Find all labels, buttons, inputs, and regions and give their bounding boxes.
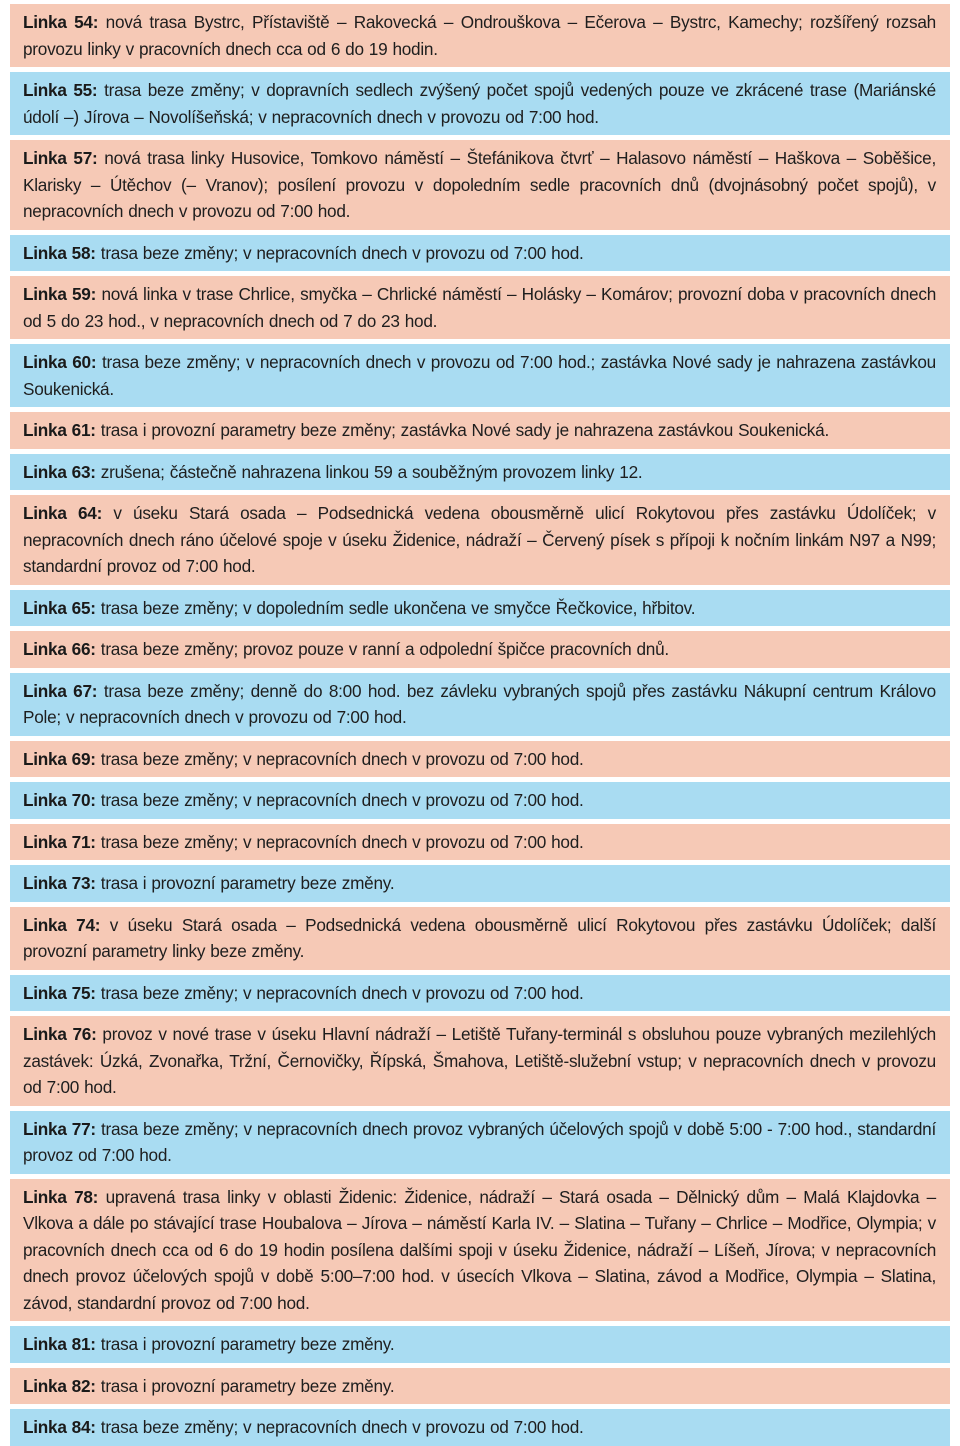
line-number-label: Linka 82: [23,1375,96,1396]
line-change-entry [10,140,950,230]
line-change-description: zrušena; částečně nahrazena linkou 59 a souběžným provozem linky 12. [95,461,643,482]
line-change-entry [10,235,950,272]
line-number-label: Linka 66: [23,639,96,659]
line-number-label: Linka 57: [23,148,98,168]
line-change-description: trasa i provozní parametry beze změny; zastávka Nové sady je nahrazena zastávkou Soukenická. [95,420,829,440]
line-change-description: nová trasa linky Husovice, Tomkovo náměstí – Štefánikova čtvrť – Halasovo náměstí – Haškova – Soběšice, Klarisky – Útěchov (– Vranov); posílení provozu v dopoledním sedle pracovních dnů (dvojnásobný počet spojů), v nepracovních dnech v provozu od 7:00 hod. [23,148,936,221]
line-number-label: Linka 58: [23,242,96,263]
line-number-label: Linka 81: [23,1334,96,1354]
line-number-label: Linka 63: [23,461,96,482]
line-change-entry [10,454,950,491]
line-change-entry [10,412,950,449]
line-number-label: Linka 75: [23,982,96,1003]
line-number-label: Linka 59: [23,284,97,304]
line-change-description: trasa beze změny; denně do 8:00 hod. bez závleku vybraných spojů přes zastávku Nákupní centrum Královo Pole; v nepracovních dnech v provozu od 7:00 hod. [23,680,936,727]
line-change-description: nová trasa Bystrc, Přístaviště – Rakovecká – Ondrouškova – Ečerova – Bystrc, Kamechy; rozšířený rozsah provozu linky v pracovních dnech cca od 6 do 19 hodin. [23,12,936,59]
line-number-label: Linka 60: [23,352,97,372]
line-change-description: trasa beze změny; v nepracovních dnech v provozu od 7:00 hod. [95,1417,584,1437]
line-change-description: trasa beze změny; v nepracovních dnech v provozu od 7:00 hod. [95,748,584,769]
line-change-description: trasa beze změny; provoz pouze v ranní a odpolední špičce pracovních dnů. [95,639,669,659]
line-number-label: Linka 64: [23,503,103,523]
line-change-entry [10,495,950,585]
line-change-entry [10,673,950,736]
line-number-label: Linka 55: [23,80,98,100]
line-number-label: Linka 74: [23,914,101,935]
line-change-description: trasa beze změny; v nepracovních dnech v provozu od 7:00 hod. [95,790,584,810]
line-change-description: trasa i provozní parametry beze změny. [95,873,395,893]
line-change-list [10,4,950,1446]
line-change-entry [10,741,950,778]
line-number-label: Linka 65: [23,597,96,618]
line-change-entry [10,1409,950,1446]
line-change-entry [10,344,950,407]
line-change-entry [10,1111,950,1174]
line-change-entry [10,1326,950,1363]
line-number-label: Linka 71: [23,831,96,852]
line-change-description: trasa beze změny; v dopravních sedlech zvýšený počet spojů vedených pouze ve zkrácené trase (Mariánské údolí –) Jírova – Novolíšeňská; v nepracovních dnech v provozu od 7:00 hod. [23,80,936,127]
line-change-entry [10,1368,950,1405]
line-change-description: trasa i provozní parametry beze změny. [95,1334,395,1354]
line-change-entry [10,590,950,627]
line-change-entry [10,631,950,668]
line-change-entry [10,276,950,339]
line-change-entry [10,824,950,861]
line-change-description: trasa i provozní parametry beze změny. [95,1375,395,1396]
line-change-description: nová linka v trase Chrlice, smyčka – Chrlické náměstí – Holásky – Komárov; provozní doba v pracovních dnech od 5 do 23 hod., v nepracovních dnech od 7 do 23 hod. [23,284,936,331]
line-number-label: Linka 69: [23,748,96,769]
line-change-entry [10,865,950,902]
line-change-description: trasa beze změny; v nepracovních dnech v provozu od 7:00 hod.; zastávka Nové sady je nahrazena zastávkou Soukenická. [23,352,936,399]
line-number-label: Linka 78: [23,1186,99,1207]
line-change-description: trasa beze změny; v nepracovních dnech v provozu od 7:00 hod. [95,242,584,263]
line-change-entry [10,1179,950,1322]
line-change-description: trasa beze změny; v nepracovních dnech v provozu od 7:00 hod. [95,831,584,852]
line-number-label: Linka 76: [23,1024,97,1044]
line-number-label: Linka 84: [23,1417,96,1437]
line-change-entry [10,907,950,970]
line-change-entry [10,72,950,135]
line-change-description: upravená trasa linky v oblasti Židenic: Židenice, nádraží – Stará osada – Dělnický dům – Malá Klajdovka – Vlkova a dále po stávající trase Houbalova – Jírova – náměstí Karla IV. – Slatina – Tuřany – Chrlice – Modřice, Olympia; v pracovních dnech cca od 6 do 19 hodin posílena dalšími spoji v úseku Židenice, nádraží – Líšeň, Jírova; v nepracovních dnech provoz účelových spojů v době 5:00–7:00 hod. v úsecích Vlkova – Slatina, závod a Modřice, Olympia – Slatina, závod, standardní provoz od 7:00 hod. [23,1186,936,1313]
line-change-description: trasa beze změny; v dopoledním sedle ukončena ve smyčce Řečkovice, hřbitov. [95,597,696,618]
line-change-entry [10,4,950,67]
line-change-description: v úseku Stará osada – Podsednická vedena obousměrně ulicí Rokytovou přes zastávku Údolíček; další provozní parametry linky beze změny. [23,914,936,961]
line-number-label: Linka 70: [23,790,96,810]
line-number-label: Linka 77: [23,1118,96,1139]
line-change-entry [10,782,950,819]
line-change-entry [10,975,950,1012]
line-number-label: Linka 73: [23,873,96,893]
line-change-entry [10,1016,950,1106]
line-change-description: provoz v nové trase v úseku Hlavní nádraží – Letiště Tuřany-terminál s obsluhou pouze vybraných mezilehlých zastávek: Úzká, Zvonařka, Tržní, Černovičky, Řípská, Šmahova, Letiště-služební vstup; v nepracovních dnech v provozu od 7:00 hod. [23,1024,936,1097]
line-change-description: trasa beze změny; v nepracovních dnech provoz vybraných účelových spojů v době 5:00 - 7:00 hod., standardní provoz od 7:00 hod. [23,1118,936,1165]
line-number-label: Linka 61: [23,420,96,440]
line-change-description: v úseku Stará osada – Podsednická vedena obousměrně ulicí Rokytovou přes zastávku Údolíček; v nepracovních dnech ráno účelové spoje v úseku Židenice, nádraží – Červený písek s přípoji k nočním linkám N97 a N99; standardní provoz od 7:00 hod. [23,503,936,576]
line-number-label: Linka 54: [23,12,99,32]
line-number-label: Linka 67: [23,680,98,701]
line-change-description: trasa beze změny; v nepracovních dnech v provozu od 7:00 hod. [95,982,584,1003]
